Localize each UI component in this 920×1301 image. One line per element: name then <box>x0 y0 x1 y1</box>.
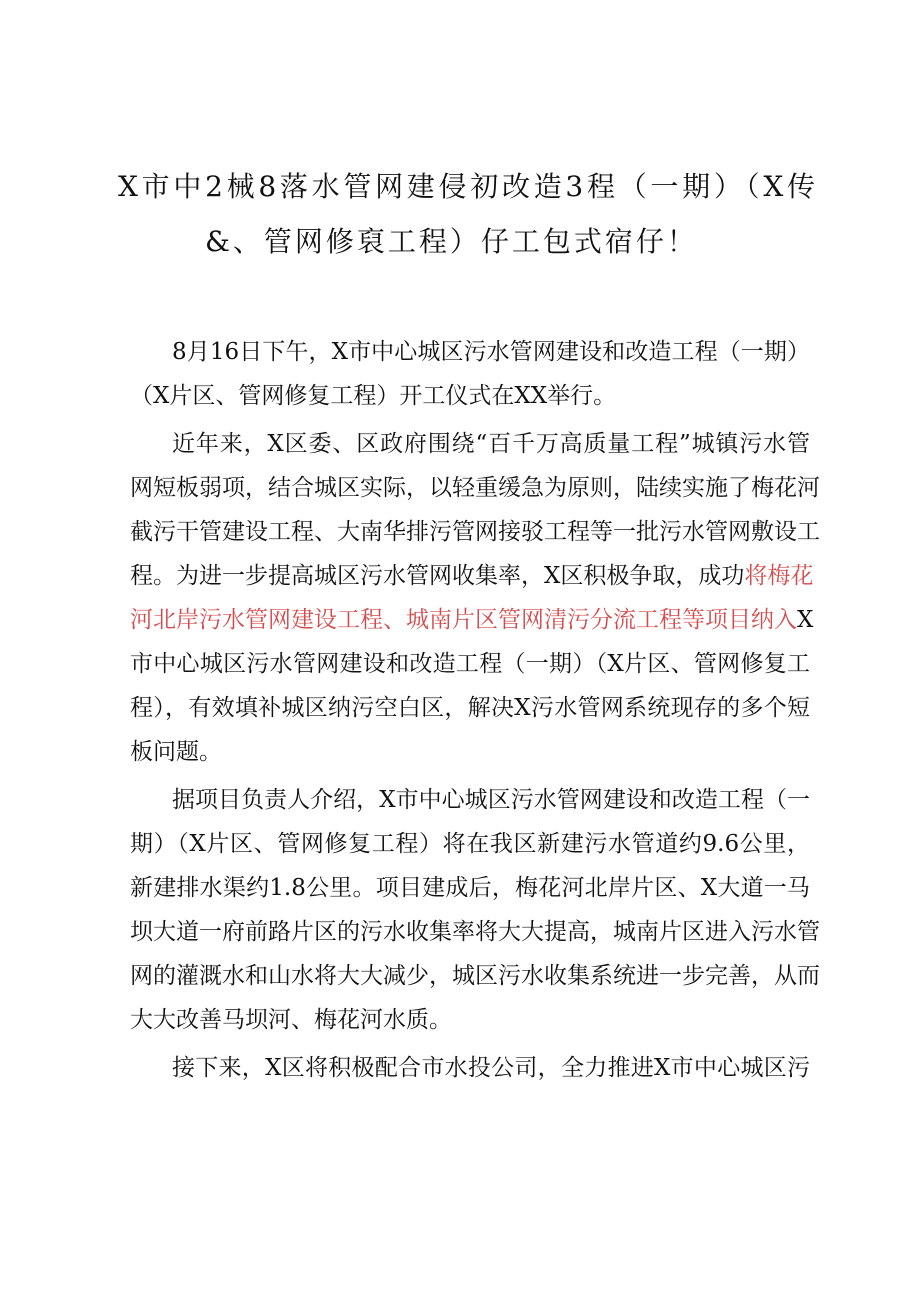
text-segment: 大大改善马坝河、梅花河水质。 <box>130 1007 452 1033</box>
text-line <box>130 422 810 466</box>
text-line <box>130 466 820 510</box>
text-segment: 期）（X片区、管网修复工程）将在我区新建污水管道约9.6公里， <box>130 831 810 857</box>
text-line <box>130 510 820 554</box>
text-segment: 据项目负责人介绍，X市中心城区污水管网建设和改造工程（一 <box>172 787 810 813</box>
text-line <box>130 822 810 866</box>
text-segment: 市中心城区污水管网建设和改造工程（一期）（X片区、管网修复工 <box>130 651 810 677</box>
highlighted-text: 将梅花 <box>744 563 814 589</box>
paragraph <box>130 778 820 1042</box>
document-title-line-1: X市中2械8落水管网建侵初改造3程（一期）（X传 <box>118 170 818 203</box>
text-segment: 程。为进一步提高城区污水管网收集率，X区积极争取，成功 <box>130 563 745 589</box>
text-line <box>130 778 810 822</box>
text-line <box>130 554 814 598</box>
text-segment: 程），有效填补城区纳污空白区，解决X污水管网系统现存的多个短 <box>130 695 810 721</box>
text-line <box>130 866 810 910</box>
text-segment: （X片区、管网修复工程）开工仪式在XX举行。 <box>130 383 617 409</box>
document-title-line-2: &、管网修裒工程）仔工包式宿仔！ <box>205 225 698 258</box>
text-line <box>130 686 810 730</box>
text-line <box>130 954 820 998</box>
text-line <box>130 330 810 374</box>
text-segment: 近年来，X区委、区政府围绕“百千万高质量工程”城镇污水管 <box>172 431 810 457</box>
highlighted-text: 河北岸污水管网建设工程、城南片区管网清污分流工程等项目纳入 <box>130 607 797 633</box>
text-segment: X <box>797 607 814 633</box>
text-line <box>130 998 810 1042</box>
text-segment: 截污干管建设工程、大南华排污管网接驳工程等一批污水管网敷设工 <box>130 519 820 545</box>
text-line <box>130 730 810 774</box>
text-segment: 网的灌溉水和山水将大大减少，城区污水收集系统进一步完善，从而 <box>130 963 820 989</box>
paragraph <box>130 330 810 418</box>
text-segment: 新建排水渠约1.8公里。项目建成后，梅花河北岸片区、X大道一马 <box>130 875 810 901</box>
document-body <box>130 330 820 1094</box>
text-segment: 网短板弱项，结合城区实际，以轻重缓急为原则，陆续实施了梅花河 <box>130 475 820 501</box>
text-line <box>130 642 810 686</box>
text-line <box>130 910 820 954</box>
text-segment: 坝大道一府前路片区的污水收集率将大大提高，城南片区进入污水管 <box>130 919 820 945</box>
text-line <box>130 598 814 642</box>
text-line <box>130 374 810 418</box>
text-line <box>130 1046 810 1090</box>
text-segment: 8月16日下午，X市中心城区污水管网建设和改造工程（一期） <box>172 339 810 365</box>
paragraph <box>130 422 820 774</box>
text-segment: 接下来，X区将积极配合市水投公司，全力推进X市中心城区污 <box>172 1055 810 1081</box>
paragraph <box>130 1046 810 1090</box>
text-segment: 板问题。 <box>130 739 222 765</box>
